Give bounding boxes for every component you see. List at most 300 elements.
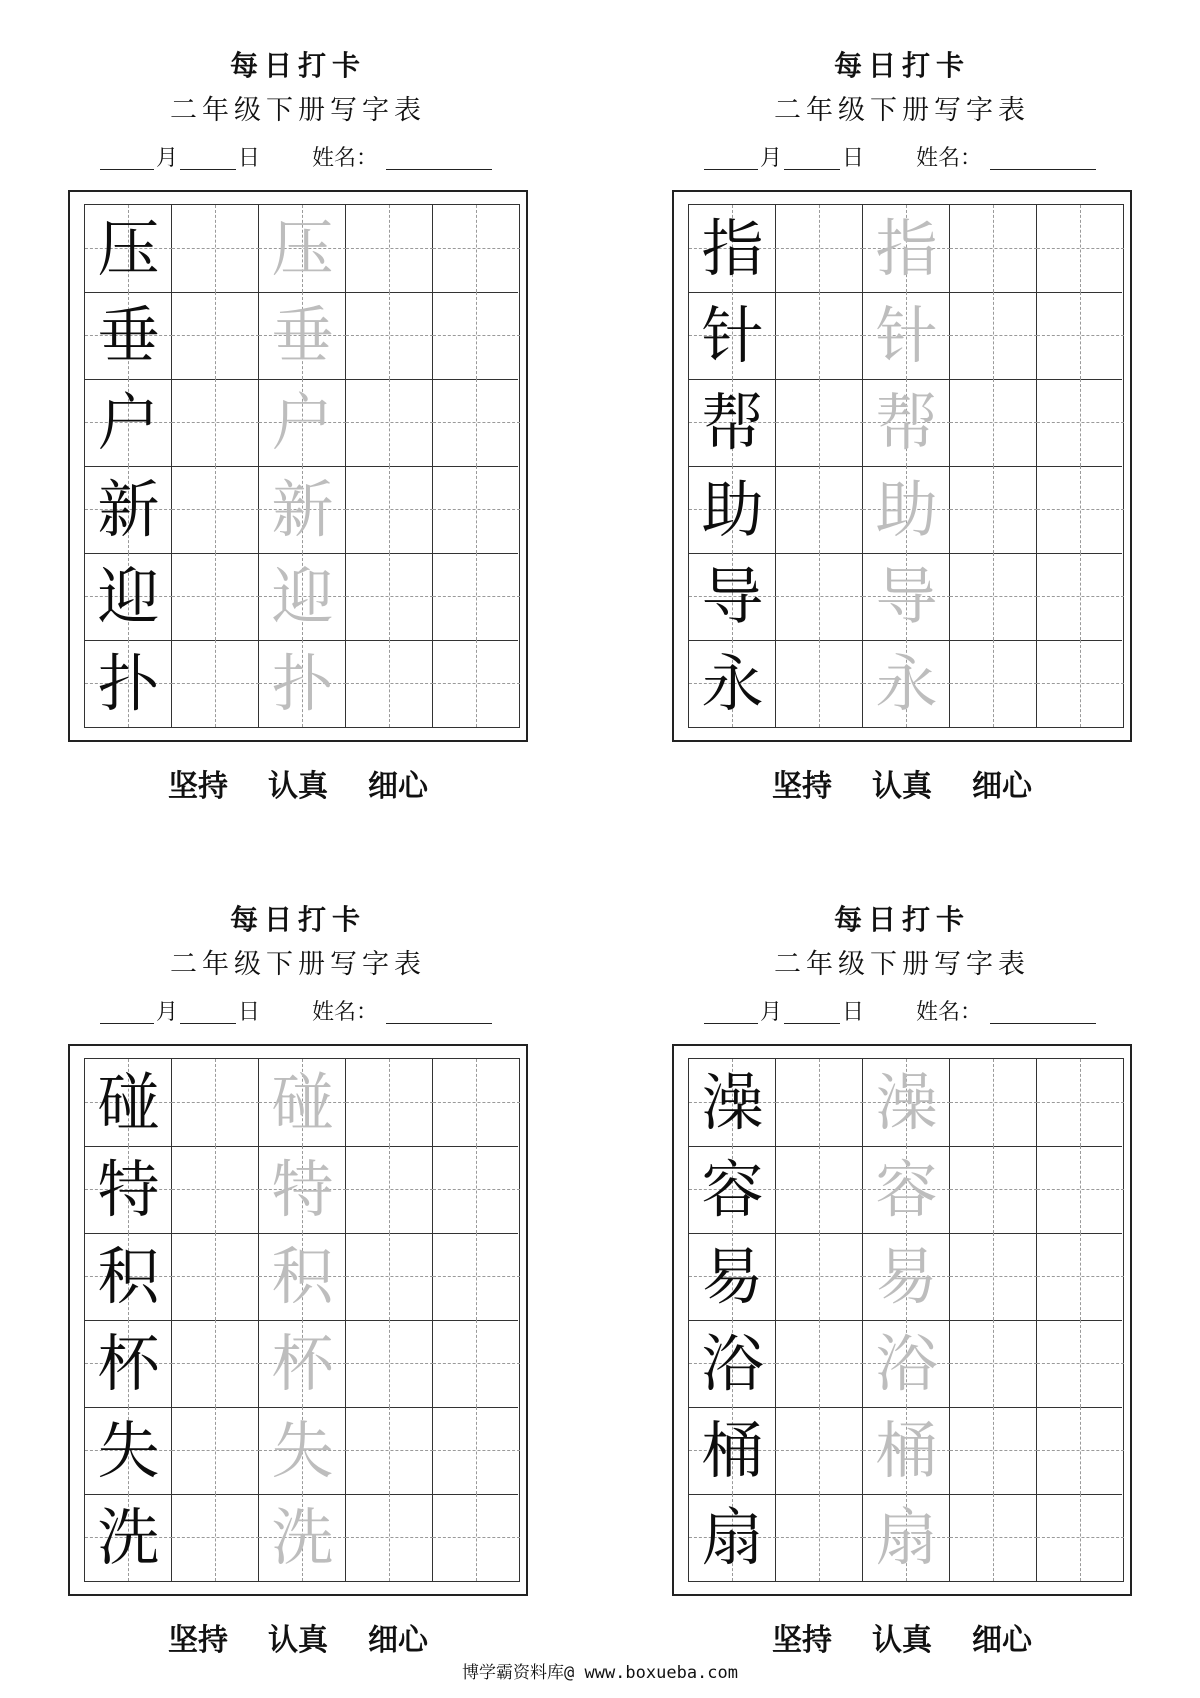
trace-character: 扑	[271, 647, 334, 720]
guide-line-horizontal	[1037, 1102, 1124, 1103]
guide-line-horizontal	[776, 1537, 863, 1538]
grid-row	[689, 553, 1122, 641]
month-blank[interactable]	[100, 169, 154, 170]
guide-line-horizontal	[346, 509, 433, 510]
worksheet-title: 每日打卡	[833, 49, 970, 82]
tianzige-cell[interactable]	[172, 1146, 259, 1233]
tianzige-cell[interactable]	[433, 205, 520, 292]
tianzige-cell[interactable]	[346, 1233, 433, 1320]
writing-grid-frame	[68, 190, 528, 742]
grid-row	[85, 1494, 518, 1581]
tianzige-cell[interactable]	[776, 640, 863, 727]
tianzige-cell	[689, 1059, 776, 1146]
trace-character: 新	[271, 473, 334, 546]
tianzige-cell[interactable]	[776, 1233, 863, 1320]
tianzige-cell[interactable]	[172, 1494, 259, 1581]
worksheet-3	[68, 900, 528, 1666]
grid-row	[689, 1494, 1122, 1581]
tianzige-cell[interactable]	[1037, 640, 1124, 727]
day-label: 日	[238, 1000, 261, 1025]
name-label: 姓名：	[916, 146, 983, 171]
tianzige-cell[interactable]	[776, 553, 863, 640]
worksheet-title: 每日打卡	[229, 903, 366, 936]
grid-row	[85, 466, 518, 554]
guide-line-horizontal	[950, 1363, 1037, 1364]
trace-character: 浴	[875, 1327, 938, 1400]
guide-line-horizontal	[1037, 509, 1124, 510]
model-character: 碰	[97, 1066, 160, 1139]
tianzige-cell[interactable]	[863, 205, 950, 292]
grid-row	[689, 379, 1122, 467]
tianzige-cell[interactable]	[863, 1494, 950, 1581]
tianzige-cell	[689, 1320, 776, 1407]
model-character: 特	[97, 1153, 160, 1226]
tianzige-cell[interactable]	[1037, 1494, 1124, 1581]
month-label: 月	[760, 146, 783, 171]
guide-line-horizontal	[172, 248, 259, 249]
tianzige-cell[interactable]	[950, 1407, 1037, 1494]
motto-word: 坚持	[168, 769, 228, 804]
model-character: 扇	[701, 1501, 764, 1574]
tianzige-cell[interactable]	[950, 1320, 1037, 1407]
tianzige-cell[interactable]	[259, 205, 346, 292]
tianzige-cell[interactable]	[950, 205, 1037, 292]
guide-line-horizontal	[1037, 1450, 1124, 1451]
tianzige-cell	[85, 553, 172, 640]
guide-line-horizontal	[950, 1450, 1037, 1451]
guide-line-horizontal	[346, 248, 433, 249]
guide-line-horizontal	[1037, 1189, 1124, 1190]
guide-line-horizontal	[776, 509, 863, 510]
tianzige-cell[interactable]	[1037, 553, 1124, 640]
tianzige-cell	[85, 640, 172, 727]
tianzige-cell[interactable]	[172, 640, 259, 727]
guide-line-horizontal	[776, 683, 863, 684]
tianzige-cell[interactable]	[172, 553, 259, 640]
guide-line-horizontal	[346, 1189, 433, 1190]
guide-line-horizontal	[346, 1363, 433, 1364]
trace-character: 户	[271, 386, 334, 459]
tianzige-cell[interactable]	[776, 1494, 863, 1581]
date-name-line	[68, 994, 528, 1030]
date-name-line	[672, 140, 1132, 176]
tianzige-cell[interactable]	[172, 1407, 259, 1494]
guide-line-horizontal	[172, 422, 259, 423]
trace-character: 碰	[271, 1066, 334, 1139]
tianzige-cell[interactable]	[1037, 292, 1124, 379]
tianzige-cell[interactable]	[950, 379, 1037, 466]
worksheet-1	[68, 46, 528, 812]
day-blank[interactable]	[180, 169, 236, 170]
motto-word: 细心	[972, 769, 1032, 804]
footer-watermark: 博学霸资料库@ www.boxueba.com	[462, 1663, 738, 1683]
model-character: 桶	[701, 1414, 764, 1487]
tianzige-cell	[85, 205, 172, 292]
tianzige-cell	[689, 1407, 776, 1494]
trace-character: 针	[875, 299, 938, 372]
tianzige-cell[interactable]	[259, 1320, 346, 1407]
tianzige-cell[interactable]	[776, 1407, 863, 1494]
grid-row	[689, 205, 1122, 293]
tianzige-cell[interactable]	[776, 1059, 863, 1146]
tianzige-cell[interactable]	[1037, 1320, 1124, 1407]
guide-line-horizontal	[776, 335, 863, 336]
guide-line-horizontal	[433, 1189, 520, 1190]
tianzige-cell[interactable]	[433, 1233, 520, 1320]
trace-character: 帮	[875, 386, 938, 459]
guide-line-horizontal	[433, 1102, 520, 1103]
guide-line-horizontal	[172, 683, 259, 684]
trace-character: 桶	[875, 1414, 938, 1487]
tianzige-cell[interactable]	[346, 205, 433, 292]
guide-line-horizontal	[172, 1450, 259, 1451]
tianzige-cell[interactable]	[433, 640, 520, 727]
worksheet-title: 每日打卡	[229, 49, 366, 82]
tianzige-cell[interactable]	[172, 1233, 259, 1320]
tianzige-cell[interactable]	[346, 553, 433, 640]
guide-line-horizontal	[346, 1276, 433, 1277]
tianzige-cell[interactable]	[1037, 379, 1124, 466]
tianzige-cell[interactable]	[259, 292, 346, 379]
tianzige-cell[interactable]	[346, 379, 433, 466]
date-name-line	[68, 140, 528, 176]
guide-line-horizontal	[433, 1537, 520, 1538]
tianzige-cell[interactable]	[346, 640, 433, 727]
day-label: 日	[238, 146, 261, 171]
guide-line-horizontal	[1037, 1276, 1124, 1277]
grid-row	[85, 1320, 518, 1408]
guide-line-horizontal	[950, 248, 1037, 249]
guide-line-horizontal	[1037, 1363, 1124, 1364]
model-character: 新	[97, 473, 160, 546]
tianzige-cell[interactable]	[776, 292, 863, 379]
motto-word: 细心	[972, 1623, 1032, 1658]
guide-line-horizontal	[776, 1276, 863, 1277]
tianzige-cell[interactable]	[776, 466, 863, 553]
tianzige-cell[interactable]	[863, 1059, 950, 1146]
guide-line-horizontal	[776, 1102, 863, 1103]
tianzige-cell	[689, 205, 776, 292]
guide-line-horizontal	[1037, 683, 1124, 684]
guide-line-horizontal	[1037, 248, 1124, 249]
tianzige-cell[interactable]	[863, 1320, 950, 1407]
grid-row	[689, 1146, 1122, 1234]
name-label: 姓名：	[916, 1000, 983, 1025]
tianzige-cell[interactable]	[1037, 1146, 1124, 1233]
motto-word: 坚持	[168, 1623, 228, 1658]
tianzige-cell[interactable]	[259, 379, 346, 466]
guide-line-horizontal	[950, 1189, 1037, 1190]
tianzige-cell	[85, 466, 172, 553]
trace-character: 失	[271, 1414, 334, 1487]
tianzige-cell[interactable]	[172, 1059, 259, 1146]
tianzige-cell[interactable]	[346, 1059, 433, 1146]
name-label: 姓名：	[312, 1000, 379, 1025]
guide-line-horizontal	[172, 1363, 259, 1364]
tianzige-cell[interactable]	[863, 292, 950, 379]
motto-word: 坚持	[772, 769, 832, 804]
tianzige-cell[interactable]	[776, 1146, 863, 1233]
tianzige-cell[interactable]	[1037, 1059, 1124, 1146]
guide-line-horizontal	[950, 1537, 1037, 1538]
guide-line-horizontal	[172, 1189, 259, 1190]
grid-row	[689, 1320, 1122, 1408]
guide-line-horizontal	[433, 1276, 520, 1277]
trace-character: 易	[875, 1240, 938, 1313]
writing-grid	[84, 1058, 520, 1582]
tianzige-cell[interactable]	[863, 553, 950, 640]
trace-character: 积	[271, 1240, 334, 1313]
worksheet-subtitle: 二年级下册写字表	[774, 95, 1030, 126]
model-character: 洗	[97, 1501, 160, 1574]
tianzige-cell	[85, 292, 172, 379]
worksheet-subtitle: 二年级下册写字表	[170, 949, 426, 980]
writing-grid-frame	[68, 1044, 528, 1596]
tianzige-cell[interactable]	[172, 205, 259, 292]
day-label: 日	[842, 146, 865, 171]
date-name-line	[672, 994, 1132, 1030]
guide-line-horizontal	[172, 1537, 259, 1538]
tianzige-cell	[689, 1233, 776, 1320]
tianzige-cell	[689, 553, 776, 640]
month-blank[interactable]	[100, 1023, 154, 1024]
guide-line-horizontal	[1037, 596, 1124, 597]
tianzige-cell[interactable]	[1037, 1407, 1124, 1494]
tianzige-cell[interactable]	[172, 1320, 259, 1407]
guide-line-horizontal	[433, 1450, 520, 1451]
tianzige-cell[interactable]	[1037, 1233, 1124, 1320]
tianzige-cell	[689, 292, 776, 379]
motto-word: 认真	[872, 1623, 932, 1658]
motto-word: 细心	[368, 1623, 428, 1658]
guide-line-horizontal	[346, 335, 433, 336]
guide-line-horizontal	[172, 1276, 259, 1277]
trace-character: 压	[271, 212, 334, 285]
day-blank[interactable]	[784, 1023, 840, 1024]
tianzige-cell[interactable]	[433, 1494, 520, 1581]
tianzige-cell[interactable]	[950, 1233, 1037, 1320]
tianzige-cell[interactable]	[863, 1407, 950, 1494]
grid-row	[85, 1233, 518, 1321]
motto	[68, 762, 528, 812]
tianzige-cell[interactable]	[346, 1320, 433, 1407]
tianzige-cell[interactable]	[776, 379, 863, 466]
model-character: 扑	[97, 647, 160, 720]
guide-line-horizontal	[776, 248, 863, 249]
tianzige-cell	[689, 466, 776, 553]
guide-line-horizontal	[433, 1363, 520, 1364]
grid-row	[85, 1407, 518, 1495]
tianzige-cell[interactable]	[346, 1407, 433, 1494]
guide-line-horizontal	[1037, 1537, 1124, 1538]
guide-line-horizontal	[1037, 335, 1124, 336]
model-character: 易	[701, 1240, 764, 1313]
trace-character: 指	[875, 212, 938, 285]
guide-line-horizontal	[950, 1276, 1037, 1277]
tianzige-cell[interactable]	[433, 1059, 520, 1146]
tianzige-cell[interactable]	[863, 466, 950, 553]
tianzige-cell[interactable]	[259, 1407, 346, 1494]
month-label: 月	[156, 1000, 179, 1025]
worksheet-subtitle: 二年级下册写字表	[774, 949, 1030, 980]
tianzige-cell[interactable]	[172, 292, 259, 379]
guide-line-horizontal	[433, 248, 520, 249]
name-blank[interactable]	[386, 169, 492, 170]
name-blank[interactable]	[386, 1023, 492, 1024]
tianzige-cell[interactable]	[433, 553, 520, 640]
guide-line-horizontal	[950, 683, 1037, 684]
tianzige-cell[interactable]	[776, 1320, 863, 1407]
tianzige-cell[interactable]	[776, 205, 863, 292]
writing-grid	[84, 204, 520, 728]
model-character: 户	[97, 386, 160, 459]
model-character: 浴	[701, 1327, 764, 1400]
guide-line-horizontal	[433, 422, 520, 423]
month-label: 月	[760, 1000, 783, 1025]
guide-line-horizontal	[950, 1102, 1037, 1103]
tianzige-cell[interactable]	[172, 379, 259, 466]
tianzige-cell[interactable]	[863, 1146, 950, 1233]
tianzige-cell[interactable]	[259, 1146, 346, 1233]
tianzige-cell	[85, 379, 172, 466]
tianzige-cell[interactable]	[1037, 466, 1124, 553]
guide-line-horizontal	[950, 335, 1037, 336]
name-label: 姓名：	[312, 146, 379, 171]
grid-row	[689, 292, 1122, 380]
tianzige-cell[interactable]	[863, 1233, 950, 1320]
tianzige-cell[interactable]	[259, 466, 346, 553]
month-blank[interactable]	[704, 1023, 758, 1024]
trace-character: 垂	[271, 299, 334, 372]
guide-line-horizontal	[433, 335, 520, 336]
tianzige-cell[interactable]	[863, 379, 950, 466]
month-blank[interactable]	[704, 169, 758, 170]
tianzige-cell[interactable]	[346, 292, 433, 379]
tianzige-cell[interactable]	[950, 1146, 1037, 1233]
tianzige-cell	[85, 1146, 172, 1233]
grid-row	[689, 640, 1122, 727]
writing-grid-frame	[672, 1044, 1132, 1596]
trace-character: 杯	[271, 1327, 334, 1400]
guide-line-horizontal	[433, 596, 520, 597]
tianzige-cell	[85, 1059, 172, 1146]
tianzige-cell[interactable]	[259, 553, 346, 640]
model-character: 导	[701, 560, 764, 633]
model-character: 杯	[97, 1327, 160, 1400]
worksheet-subtitle: 二年级下册写字表	[170, 95, 426, 126]
writing-grid-frame	[672, 190, 1132, 742]
tianzige-cell[interactable]	[433, 1407, 520, 1494]
guide-line-horizontal	[776, 596, 863, 597]
tianzige-cell[interactable]	[259, 1233, 346, 1320]
guide-line-horizontal	[433, 683, 520, 684]
tianzige-cell[interactable]	[346, 466, 433, 553]
model-character: 失	[97, 1414, 160, 1487]
tianzige-cell	[85, 1494, 172, 1581]
tianzige-cell[interactable]	[346, 1494, 433, 1581]
model-character: 容	[701, 1153, 764, 1226]
trace-character: 永	[875, 647, 938, 720]
tianzige-cell	[689, 1146, 776, 1233]
model-character: 指	[701, 212, 764, 285]
tianzige-cell	[85, 1233, 172, 1320]
model-character: 压	[97, 212, 160, 285]
tianzige-cell[interactable]	[950, 1494, 1037, 1581]
trace-character: 迎	[271, 560, 334, 633]
model-character: 永	[701, 647, 764, 720]
tianzige-cell[interactable]	[950, 466, 1037, 553]
motto-word: 认真	[872, 769, 932, 804]
grid-row	[85, 640, 518, 727]
motto-word: 认真	[268, 769, 328, 804]
tianzige-cell[interactable]	[259, 640, 346, 727]
tianzige-cell[interactable]	[863, 640, 950, 727]
model-character: 积	[97, 1240, 160, 1313]
guide-line-horizontal	[950, 509, 1037, 510]
tianzige-cell[interactable]	[950, 292, 1037, 379]
tianzige-cell	[85, 1407, 172, 1494]
motto-word: 认真	[268, 1623, 328, 1658]
trace-character: 容	[875, 1153, 938, 1226]
tianzige-cell[interactable]	[259, 1059, 346, 1146]
trace-character: 特	[271, 1153, 334, 1226]
model-character: 助	[701, 473, 764, 546]
tianzige-cell[interactable]	[950, 1059, 1037, 1146]
tianzige-cell[interactable]	[1037, 205, 1124, 292]
day-label: 日	[842, 1000, 865, 1025]
grid-row	[85, 553, 518, 641]
guide-line-horizontal	[172, 509, 259, 510]
guide-line-horizontal	[950, 422, 1037, 423]
guide-line-horizontal	[776, 1450, 863, 1451]
tianzige-cell[interactable]	[433, 1146, 520, 1233]
model-character: 针	[701, 299, 764, 372]
day-blank[interactable]	[180, 1023, 236, 1024]
trace-character: 洗	[271, 1501, 334, 1574]
writing-grid	[688, 1058, 1124, 1582]
trace-character: 导	[875, 560, 938, 633]
tianzige-cell[interactable]	[433, 292, 520, 379]
motto-word: 细心	[368, 769, 428, 804]
tianzige-cell[interactable]	[950, 640, 1037, 727]
tianzige-cell[interactable]	[433, 466, 520, 553]
tianzige-cell	[85, 1320, 172, 1407]
grid-row	[689, 1407, 1122, 1495]
tianzige-cell	[689, 379, 776, 466]
grid-row	[85, 1059, 518, 1147]
grid-row	[85, 379, 518, 467]
month-label: 月	[156, 146, 179, 171]
guide-line-horizontal	[950, 596, 1037, 597]
model-character: 垂	[97, 299, 160, 372]
day-blank[interactable]	[784, 169, 840, 170]
grid-row	[689, 1233, 1122, 1321]
guide-line-horizontal	[172, 596, 259, 597]
tianzige-cell[interactable]	[172, 466, 259, 553]
tianzige-cell[interactable]	[433, 379, 520, 466]
guide-line-horizontal	[776, 1363, 863, 1364]
name-blank[interactable]	[990, 169, 1096, 170]
guide-line-horizontal	[346, 596, 433, 597]
tianzige-cell[interactable]	[259, 1494, 346, 1581]
name-blank[interactable]	[990, 1023, 1096, 1024]
tianzige-cell[interactable]	[950, 553, 1037, 640]
tianzige-cell[interactable]	[346, 1146, 433, 1233]
guide-line-horizontal	[346, 1102, 433, 1103]
tianzige-cell[interactable]	[433, 1320, 520, 1407]
guide-line-horizontal	[346, 683, 433, 684]
motto-word: 坚持	[772, 1623, 832, 1658]
